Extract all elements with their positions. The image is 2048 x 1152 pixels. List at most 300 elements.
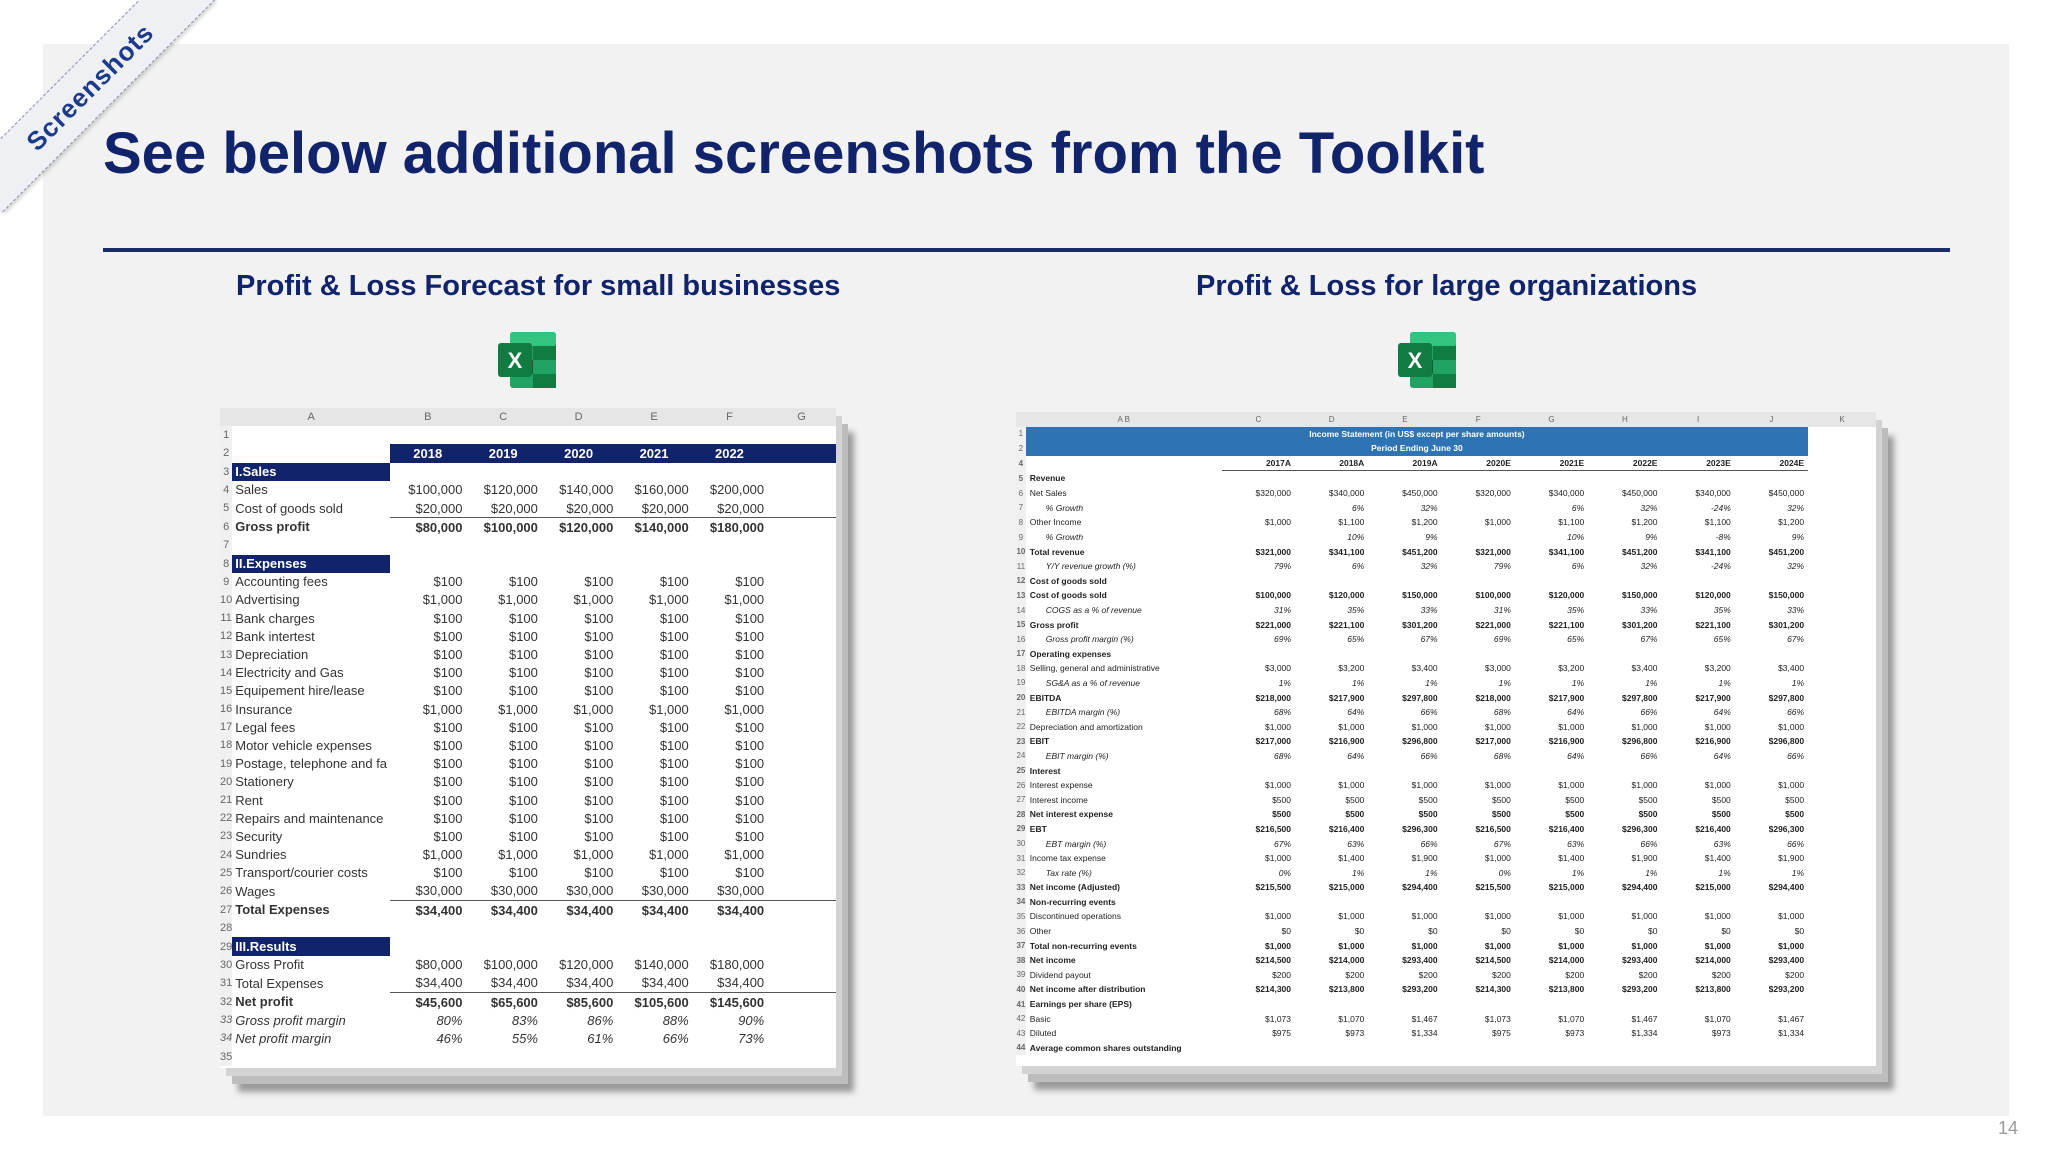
row-label: Postage, telephone and fa — [235, 756, 388, 772]
value-cell: $100 — [508, 792, 538, 808]
value-cell: $217,900 — [1328, 692, 1365, 703]
value-cell: 67% — [1640, 634, 1658, 645]
row-label: Average common shares outstanding — [1029, 1042, 1182, 1053]
value-cell: $200 — [1491, 969, 1511, 980]
value-cell — [541, 463, 616, 481]
value-cell: $221,000 — [1255, 619, 1291, 630]
row-number: 34 — [1016, 895, 1026, 910]
value-cell: $221,100 — [1328, 619, 1365, 630]
empty-cell — [767, 573, 836, 591]
table-row — [1016, 486, 1876, 501]
table-row — [220, 573, 836, 591]
value-cell: 1% — [1425, 677, 1438, 688]
row-number: 22 — [220, 809, 232, 827]
value-cell: $105,600 — [616, 993, 691, 1012]
value-cell: 66% — [1420, 707, 1438, 718]
value-cell: $100 — [659, 683, 689, 699]
table-row — [1016, 938, 1876, 953]
table-row — [1016, 647, 1876, 662]
value-cell — [1442, 574, 1515, 589]
value-cell: $1,000 — [648, 701, 689, 717]
value-cell: 1% — [1571, 677, 1585, 688]
value-cell: $3,200 — [1704, 663, 1731, 674]
row-label: Accounting fees — [235, 574, 328, 590]
value-cell — [692, 1048, 767, 1066]
value-cell: $301,200 — [1768, 619, 1805, 630]
value-cell: $100 — [508, 628, 538, 644]
value-cell: 64% — [1347, 750, 1365, 761]
value-cell: 83% — [511, 1012, 538, 1028]
row-label: Total non-recurring events — [1029, 940, 1137, 951]
row-number: 24 — [1016, 749, 1026, 764]
value-cell: 67% — [1273, 838, 1291, 849]
row-number: 1 — [1016, 427, 1026, 442]
value-cell: $1,000 — [1484, 780, 1511, 791]
value-cell: 80% — [436, 1012, 463, 1028]
value-cell: 46% — [436, 1030, 463, 1046]
value-cell: $34,400 — [415, 975, 463, 991]
row-label: Earnings per share (EPS) — [1029, 999, 1132, 1010]
value-cell: $34,400 — [566, 975, 614, 991]
empty-cell — [767, 555, 836, 573]
value-cell — [1515, 1041, 1588, 1056]
value-cell: $214,000 — [1695, 955, 1731, 966]
row-label: Stationery — [235, 774, 294, 790]
value-cell: $1,000 — [1558, 780, 1585, 791]
value-cell — [1442, 647, 1515, 662]
row-label — [232, 426, 390, 444]
value-cell: $20,000 — [717, 500, 765, 516]
year-header: 2020E — [1442, 456, 1515, 471]
row-label: Motor vehicle expenses — [235, 737, 372, 753]
value-cell: 67% — [1420, 634, 1438, 645]
value-cell — [1661, 895, 1734, 910]
value-cell: $293,400 — [1622, 955, 1658, 966]
row-label: EBT — [1029, 823, 1047, 834]
row-label — [232, 536, 390, 554]
value-cell: 10% — [1567, 532, 1585, 543]
value-cell: $200,000 — [709, 482, 765, 498]
value-cell — [1295, 763, 1368, 778]
table-row — [220, 827, 836, 845]
value-cell: $34,400 — [541, 901, 616, 920]
value-cell: $1,100 — [1338, 517, 1365, 528]
column-header: F — [692, 408, 767, 426]
value-cell — [1735, 763, 1808, 778]
value-cell: $1,000 — [1411, 780, 1438, 791]
value-cell — [1295, 647, 1368, 662]
value-cell: $296,800 — [1768, 736, 1805, 747]
value-cell: 33% — [1640, 605, 1658, 616]
value-cell: 1% — [1352, 867, 1365, 878]
row-label: Rent — [235, 792, 263, 808]
table-row — [1016, 530, 1876, 545]
value-cell: $215,000 — [1548, 882, 1585, 893]
value-cell: $100 — [508, 828, 538, 844]
row-number: 25 — [220, 864, 232, 882]
value-cell: $1,200 — [1778, 517, 1805, 528]
value-cell: $1,073 — [1265, 1013, 1291, 1024]
value-cell: 61% — [587, 1030, 614, 1046]
empty-cell — [767, 609, 836, 627]
value-cell: $1,000 — [648, 592, 689, 608]
value-cell — [692, 919, 767, 937]
row-number: 5 — [1016, 471, 1026, 486]
value-cell: $293,200 — [1622, 984, 1658, 995]
value-cell: $100 — [735, 756, 765, 772]
value-cell: $293,200 — [1768, 984, 1805, 995]
row-number: 35 — [220, 1048, 232, 1066]
value-cell: $218,000 — [1255, 692, 1291, 703]
value-cell — [1515, 647, 1588, 662]
table-row — [1016, 1011, 1876, 1026]
row-label: Bank intertest — [235, 628, 315, 644]
value-cell: $100 — [659, 737, 689, 753]
value-cell: $214,000 — [1328, 955, 1365, 966]
empty-cell — [767, 463, 836, 481]
value-cell: $1,000 — [1704, 940, 1731, 951]
value-cell — [1222, 895, 1295, 910]
value-cell: $294,400 — [1768, 882, 1805, 893]
value-cell: $0 — [1428, 926, 1438, 937]
column-header: A — [232, 408, 390, 426]
value-cell: $34,400 — [616, 901, 691, 920]
value-cell: $1,000 — [724, 592, 765, 608]
row-label: Cost of goods sold — [1029, 590, 1107, 601]
empty-cell — [767, 809, 836, 827]
row-number: 42 — [1016, 1011, 1026, 1026]
row-number: 1 — [220, 426, 232, 444]
value-cell: $0 — [1501, 926, 1511, 937]
value-cell: $0 — [1721, 926, 1731, 937]
value-cell: -24% — [1710, 502, 1731, 513]
value-cell: 66% — [1640, 707, 1658, 718]
table-row — [1016, 851, 1876, 866]
table-row — [220, 919, 836, 937]
value-cell: $1,334 — [1631, 1028, 1658, 1039]
value-cell — [541, 937, 616, 955]
value-cell — [1442, 471, 1515, 486]
row-label: Selling, general and administrative — [1029, 663, 1160, 674]
value-cell: $100 — [659, 828, 689, 844]
value-cell: 32% — [1640, 561, 1658, 572]
value-cell: $100 — [584, 810, 614, 826]
row-label: Gross profit — [1029, 619, 1079, 630]
row-number: 17 — [220, 718, 232, 736]
row-label: EBIT margin (%) — [1045, 750, 1109, 761]
value-cell: $200 — [1345, 969, 1365, 980]
value-cell — [1661, 997, 1734, 1012]
table-row — [1016, 734, 1876, 749]
value-cell: $3,200 — [1558, 663, 1585, 674]
row-number: 14 — [1016, 603, 1026, 618]
column-header: J — [1735, 412, 1808, 427]
value-cell — [1442, 895, 1515, 910]
table-row — [1016, 559, 1876, 574]
table-row — [1016, 501, 1876, 516]
empty-cell — [767, 882, 836, 901]
value-cell: $100 — [433, 647, 463, 663]
row-number: 16 — [220, 700, 232, 718]
period-banner: Period Ending June 30 — [1026, 441, 1808, 456]
value-cell: $215,000 — [1695, 882, 1731, 893]
value-cell — [1515, 895, 1588, 910]
value-cell — [692, 463, 767, 481]
value-cell: $215,500 — [1475, 882, 1511, 893]
row-label: Net profit — [235, 994, 294, 1010]
value-cell: $30,000 — [717, 883, 765, 899]
value-cell: $30,000 — [490, 883, 538, 899]
row-label: Net income (Adjusted) — [1029, 882, 1120, 893]
row-number: 25 — [1016, 763, 1026, 778]
value-cell: $1,200 — [1631, 517, 1658, 528]
empty-cell — [767, 993, 836, 1012]
value-cell: 68% — [1493, 707, 1511, 718]
value-cell: $20,000 — [490, 500, 538, 516]
table-row — [1016, 909, 1876, 924]
value-cell — [1222, 647, 1295, 662]
value-cell: $500 — [1785, 794, 1805, 805]
table-row — [1016, 792, 1876, 807]
value-cell: $0 — [1794, 926, 1805, 937]
row-number: 32 — [220, 993, 232, 1012]
value-cell: $1,467 — [1411, 1013, 1438, 1024]
empty-cell — [767, 1029, 836, 1047]
value-cell: $3,400 — [1411, 663, 1438, 674]
empty-cell — [767, 536, 836, 554]
value-cell — [541, 426, 616, 444]
value-cell: $1,334 — [1411, 1028, 1438, 1039]
value-cell — [1588, 997, 1661, 1012]
value-cell: $145,600 — [692, 993, 767, 1012]
value-cell: $341,100 — [1695, 546, 1731, 557]
table-row — [1016, 880, 1876, 895]
value-cell — [1442, 1041, 1515, 1056]
value-cell: $200 — [1418, 969, 1438, 980]
row-number: 28 — [220, 919, 232, 937]
value-cell — [541, 1048, 616, 1066]
value-cell — [1661, 1041, 1734, 1056]
value-cell: $100 — [433, 610, 463, 626]
row-number: 15 — [220, 682, 232, 700]
value-cell: $1,000 — [573, 592, 614, 608]
value-cell: 64% — [1347, 707, 1365, 718]
value-cell: $100 — [584, 774, 614, 790]
value-cell: $200 — [1565, 969, 1585, 980]
value-cell — [390, 937, 465, 955]
value-cell: $340,000 — [1695, 488, 1731, 499]
row-number: 30 — [1016, 836, 1026, 851]
table-row — [220, 700, 836, 718]
value-cell: $100 — [735, 792, 765, 808]
table-row — [220, 1029, 836, 1047]
value-cell — [465, 1048, 540, 1066]
empty-cell — [767, 700, 836, 718]
row-label: Depreciation — [235, 647, 309, 663]
value-cell: $100 — [508, 865, 538, 881]
value-cell: $500 — [1638, 794, 1658, 805]
value-cell: $100 — [735, 774, 765, 790]
value-cell: $100 — [508, 737, 538, 753]
row-number: 27 — [1016, 792, 1026, 807]
table-row — [1016, 953, 1876, 968]
value-cell: $100 — [508, 574, 538, 590]
value-cell — [1735, 574, 1808, 589]
empty-cell — [767, 846, 836, 864]
row-label: Dividend payout — [1029, 969, 1091, 980]
value-cell: $216,500 — [1255, 823, 1291, 834]
value-cell: $296,800 — [1402, 736, 1438, 747]
value-cell — [541, 919, 616, 937]
row-number: 31 — [1016, 851, 1026, 866]
value-cell: $450,000 — [1768, 488, 1805, 499]
value-cell: 66% — [662, 1030, 689, 1046]
row-number: 33 — [220, 1011, 232, 1029]
row-number: 7 — [1016, 501, 1026, 516]
value-cell: 66% — [1640, 838, 1658, 849]
table-row — [220, 1048, 836, 1066]
value-cell — [465, 536, 540, 554]
year-header: 2018A — [1295, 456, 1368, 471]
value-cell: 79% — [1273, 561, 1291, 572]
value-cell: $500 — [1491, 809, 1511, 820]
value-cell: $500 — [1345, 794, 1365, 805]
value-cell: $100 — [735, 737, 765, 753]
value-cell: $1,000 — [1265, 780, 1291, 791]
value-cell: $1,000 — [724, 847, 765, 863]
value-cell: $1,000 — [1778, 780, 1805, 791]
value-cell: $1,200 — [1411, 517, 1438, 528]
value-cell: $100 — [659, 865, 689, 881]
value-cell: $100 — [659, 756, 689, 772]
value-cell: $140,000 — [634, 957, 689, 973]
value-cell: $1,000 — [1338, 780, 1365, 791]
value-cell: 35% — [1713, 605, 1731, 616]
value-cell: $500 — [1418, 794, 1438, 805]
value-cell — [1735, 1041, 1808, 1056]
row-number: 15 — [1016, 617, 1026, 632]
row-number: 22 — [1016, 719, 1026, 734]
value-cell: $301,200 — [1622, 619, 1658, 630]
value-cell: $1,000 — [422, 701, 463, 717]
value-cell: $30,000 — [641, 883, 689, 899]
row-number: 9 — [220, 573, 232, 591]
row-number: 26 — [220, 882, 232, 901]
title-divider — [103, 248, 1950, 252]
value-cell: $20,000 — [566, 500, 614, 516]
value-cell: $1,000 — [422, 592, 463, 608]
banner-row — [1016, 427, 1876, 442]
row-number: 9 — [1016, 530, 1026, 545]
value-cell: $341,100 — [1548, 546, 1585, 557]
row-label: Advertising — [235, 592, 300, 608]
value-cell: $500 — [1491, 794, 1511, 805]
row-label: Insurance — [235, 701, 293, 717]
value-cell: $973 — [1565, 1028, 1585, 1039]
value-cell: 66% — [1787, 838, 1805, 849]
value-cell: 66% — [1420, 750, 1438, 761]
table-row — [1016, 719, 1876, 734]
row-number: 21 — [220, 791, 232, 809]
value-cell: $100 — [584, 647, 614, 663]
value-cell: $150,000 — [1402, 590, 1438, 601]
row-label: Wages — [235, 883, 276, 899]
value-cell: 31% — [1493, 605, 1511, 616]
value-cell: $100 — [735, 865, 765, 881]
value-cell: $1,000 — [1778, 911, 1805, 922]
value-cell: $3,200 — [1338, 663, 1365, 674]
value-cell — [692, 555, 767, 573]
value-cell: $200 — [1711, 969, 1731, 980]
row-number: 19 — [1016, 676, 1026, 691]
value-cell: 33% — [1787, 605, 1805, 616]
row-number: 26 — [1016, 778, 1026, 793]
table-row — [220, 736, 836, 754]
value-cell: $294,400 — [1622, 882, 1658, 893]
value-cell — [616, 536, 691, 554]
column-header: H — [1588, 412, 1661, 427]
table-row — [1016, 632, 1876, 647]
value-cell: $293,400 — [1402, 955, 1438, 966]
value-cell: $301,200 — [1402, 619, 1438, 630]
row-number: 32 — [1016, 865, 1026, 880]
value-cell: $320,000 — [1475, 488, 1511, 499]
value-cell: $0 — [1574, 926, 1585, 937]
row-number: 17 — [1016, 647, 1026, 662]
empty-cell — [767, 627, 836, 645]
value-cell: 0% — [1278, 867, 1291, 878]
value-cell: $1,000 — [1265, 911, 1291, 922]
value-cell: $216,900 — [1548, 736, 1585, 747]
value-cell: 66% — [1787, 707, 1805, 718]
value-cell: $120,000 — [483, 482, 538, 498]
value-cell: $80,000 — [415, 957, 463, 973]
row-number: 29 — [220, 937, 232, 955]
value-cell: $100,000 — [483, 957, 538, 973]
table-row — [1016, 690, 1876, 705]
row-number: 34 — [220, 1029, 232, 1047]
table-row — [1016, 705, 1876, 720]
row-label: EBT margin (%) — [1045, 838, 1107, 849]
value-cell: $975 — [1491, 1028, 1511, 1039]
table-row — [1016, 617, 1876, 632]
table-row — [1016, 471, 1876, 486]
row-number: 21 — [1016, 705, 1026, 720]
value-cell — [1515, 471, 1588, 486]
row-label: Other Income — [1029, 517, 1082, 528]
column-header: G — [1515, 412, 1588, 427]
value-cell: $1,900 — [1411, 853, 1438, 864]
value-cell: $1,000 — [1265, 517, 1291, 528]
value-cell — [1295, 895, 1368, 910]
value-cell: 79% — [1493, 561, 1511, 572]
table-row — [220, 1011, 836, 1029]
row-label: Gross profit margin — [235, 1012, 346, 1028]
value-cell: $1,000 — [1631, 780, 1658, 791]
value-cell: $3,400 — [1778, 663, 1805, 674]
value-cell — [1661, 574, 1734, 589]
table-row — [220, 682, 836, 700]
value-cell — [390, 536, 465, 554]
table-row — [220, 882, 836, 901]
row-number: 13 — [220, 645, 232, 663]
value-cell: $296,300 — [1768, 823, 1805, 834]
value-cell: $1,000 — [724, 701, 765, 717]
value-cell: $214,300 — [1255, 984, 1291, 995]
value-cell: $30,000 — [415, 883, 463, 899]
value-cell: $217,000 — [1255, 736, 1291, 747]
column-header: E — [1368, 412, 1441, 427]
